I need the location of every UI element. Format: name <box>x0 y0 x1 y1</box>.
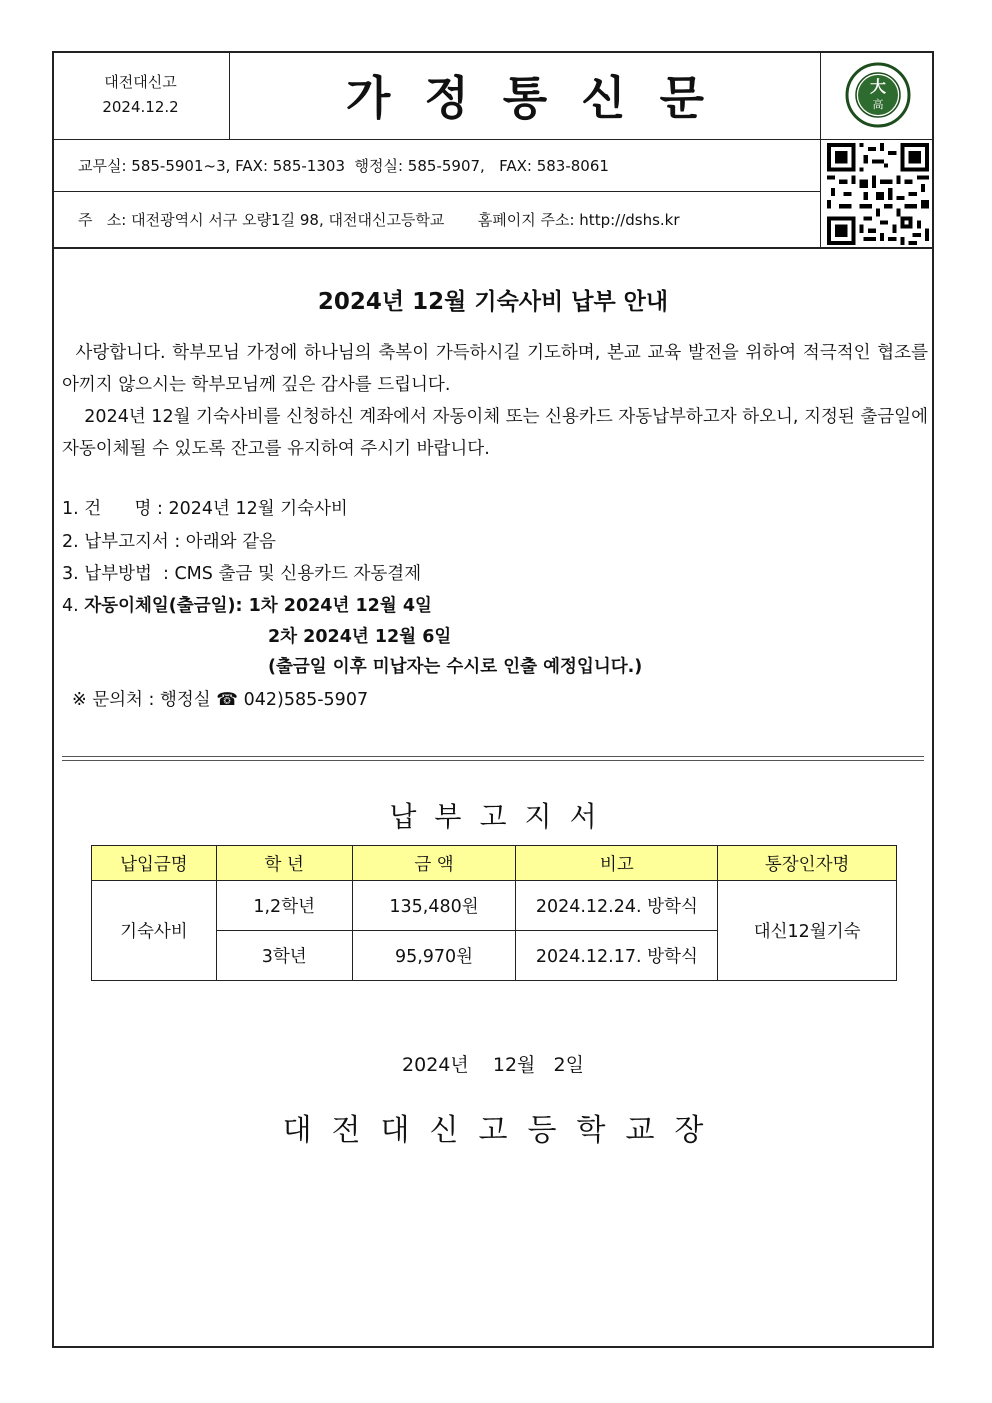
paragraph-request: 2024년 12월 기숙사비를 신청하신 계좌에서 자동이체 또는 신용카드 자동납부하고자 하오니, 지정된 출금일에 자동이체될 수 있도록 잔고를 유지하여 주시기 바랍니다. <box>62 407 934 459</box>
item-method: 3. 납부방법 : CMS 출금 및 신용카드 자동결제 <box>62 564 422 584</box>
header-fee-name: 납입금명 <box>92 846 217 881</box>
fee-table <box>91 845 897 981</box>
school-name: 대전대신고 <box>104 73 177 91</box>
notice-body <box>62 337 934 465</box>
debit-date-first: 자동이체일(출금일): 1차 2024년 12월 4일 <box>84 596 432 616</box>
header-grade: 학 년 <box>216 846 352 881</box>
header-amount: 금 액 <box>352 846 516 881</box>
amount-cell: 95,970원 <box>352 931 516 981</box>
section-divider <box>62 756 924 761</box>
document-title: 가정통신문 <box>230 51 820 140</box>
footer-date: 2024년 12월 2일 <box>402 1054 584 1076</box>
amount-cell: 135,480원 <box>352 881 516 931</box>
account-name-cell: 대신12월기숙 <box>718 881 897 981</box>
item-debit-date <box>62 592 432 617</box>
school-logo-cell <box>820 51 934 140</box>
grade-cell: 1,2학년 <box>216 881 352 931</box>
fee-notice-title: 납부고지서 <box>389 800 615 833</box>
item-notice: 2. 납부고지서 : 아래와 같음 <box>62 532 276 552</box>
school-emblem-icon <box>845 62 911 128</box>
item-subject: 1. 건 명 : 2024년 12월 기숙사비 <box>62 499 348 519</box>
svg-text:大: 大 <box>869 77 886 96</box>
fee-name-cell: 기숙사비 <box>92 881 217 981</box>
header-account-name: 통장인자명 <box>718 846 897 881</box>
contact-info: 교무실: 585-5901~3, FAX: 585-1303 행정실: 585-5907, FAX: 583-8061 <box>52 140 820 192</box>
notice-title: 2024년 12월 기숙사비 납부 안내 <box>317 289 669 315</box>
address-info: 주 소: 대전광역시 서구 오량1길 98, 대전대신고등학교 홈페이지 주소: http://dshs.kr <box>52 192 820 249</box>
school-date-cell <box>52 51 230 140</box>
paragraph-greeting: 사랑합니다. 학부모님 가정에 하나님의 축복이 가득하시길 기도하며, 본교 교육 발전을 위하여 적극적인 협조를 아끼지 않으시는 학부모님께 깊은 감사를 드립니다. <box>62 343 934 395</box>
debit-date-second: 2차 2024년 12월 6일 <box>268 627 452 647</box>
qr-cell <box>820 140 934 249</box>
header-note: 비고 <box>516 846 718 881</box>
issue-date: 2024.12.2 <box>102 98 179 116</box>
note-cell: 2024.12.24. 방학식 <box>516 881 718 931</box>
inquiry-info: ※ 문의처 : 행정실 ☎ 042)585-5907 <box>72 690 369 710</box>
grade-cell: 3학년 <box>216 931 352 981</box>
principal-signature: 대전대신고등학교장 <box>282 1113 724 1148</box>
svg-text:高: 高 <box>872 98 883 111</box>
fee-table-header <box>92 846 897 881</box>
table-row <box>92 881 897 931</box>
debit-note: (출금일 이후 미납자는 수시로 인출 예정입니다.) <box>268 657 643 677</box>
qr-code-icon[interactable] <box>827 143 929 245</box>
note-cell: 2024.12.17. 방학식 <box>516 931 718 981</box>
item-number: 4. <box>62 596 85 616</box>
